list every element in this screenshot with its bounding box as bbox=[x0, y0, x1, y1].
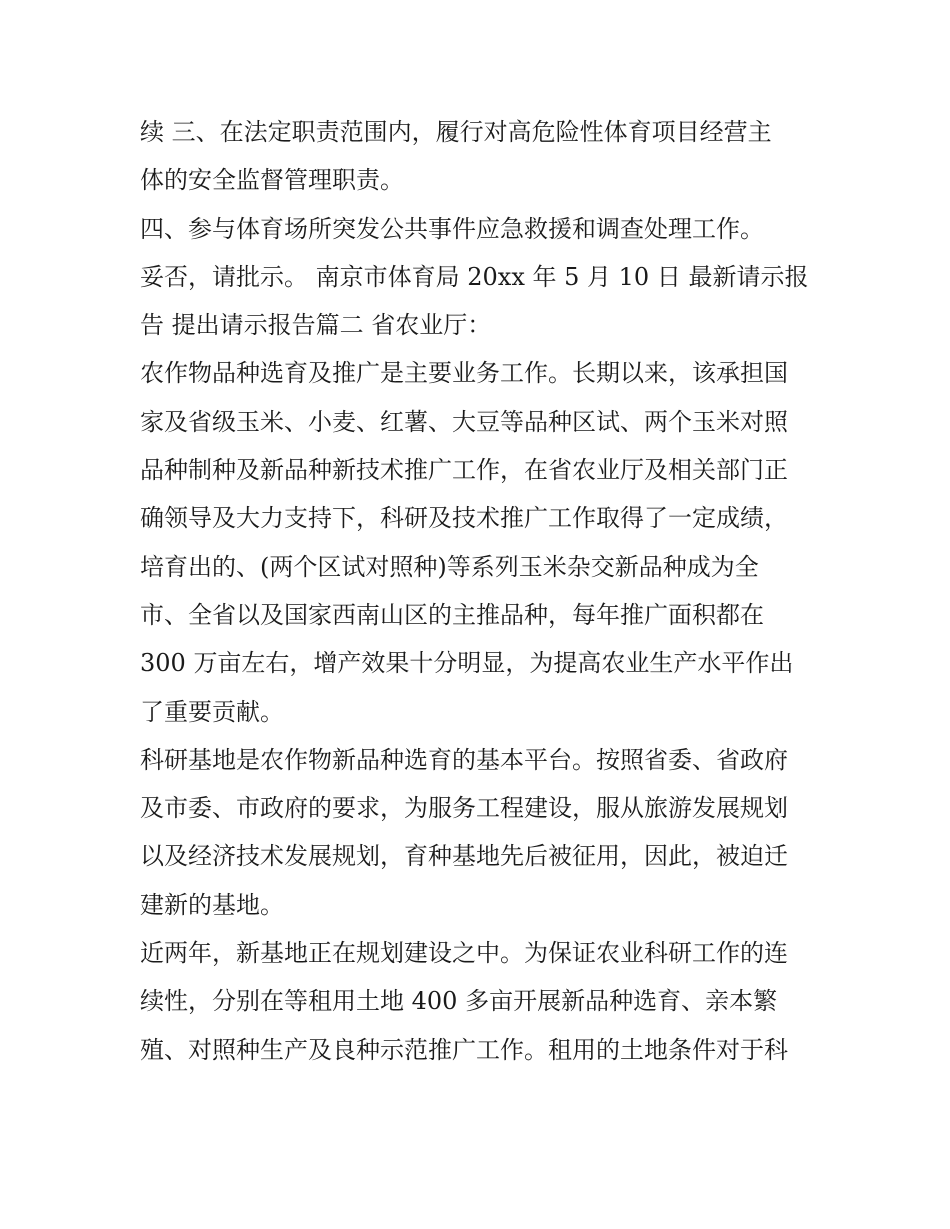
document-body bbox=[140, 108, 820, 1074]
text-line: 续性，分别在等租用土地 400 多亩开展新品种选育、亲本繁 bbox=[140, 987, 778, 1016]
text-line: 家及省级玉米、小麦、红薯、大豆等品种区试、两个玉米对照 bbox=[140, 407, 788, 436]
text-line: 了重要贡献。 bbox=[140, 697, 284, 726]
text-line: 确领导及大力支持下，科研及技术推广工作取得了一定成绩， bbox=[140, 504, 788, 533]
text-line: 农作物品种选育及推广是主要业务工作。长期以来，该承担国 bbox=[140, 359, 788, 388]
text-line: 体的安全监督管理职责。 bbox=[140, 166, 404, 195]
text-line: 建新的基地。 bbox=[140, 890, 284, 919]
text-line: 续 三、在法定职责范围内，履行对高危险性体育项目经营主 bbox=[140, 118, 772, 146]
text-line: 品种制种及新品种新技术推广工作，在省农业厅及相关部门正 bbox=[140, 456, 788, 485]
text-line: 四、参与体育场所突发公共事件应急救援和调查处理工作。 bbox=[140, 214, 764, 243]
text-line: 以及经济技术发展规划，育种基地先后被征用，因此，被迫迁 bbox=[140, 842, 788, 871]
text-line: 培育出的、(两个区试对照种)等系列玉米杂交新品种成为全 bbox=[140, 552, 759, 581]
text-line: 科研基地是农作物新品种选育的基本平台。按照省委、省政府 bbox=[140, 745, 788, 774]
text-line: 及市委、市政府的要求，为服务工程建设，服从旅游发展规划 bbox=[140, 794, 788, 823]
text-line: 300 万亩左右，增产效果十分明显，为提高农业生产水平作出 bbox=[140, 649, 794, 678]
text-line: 告 提出请示报告篇二 省农业厅： bbox=[140, 311, 492, 340]
text-line: 近两年，新基地正在规划建设之中。为保证农业科研工作的连 bbox=[140, 939, 788, 968]
text-line: 妥否，请批示。 南京市体育局 20xx 年 5 月 10 日 最新请示报 bbox=[140, 262, 809, 291]
text-line: 殖、对照种生产及良种示范推广工作。租用的土地条件对于科 bbox=[140, 1035, 788, 1064]
text-line: 市、全省以及国家西南山区的主推品种，每年推广面积都在 bbox=[140, 600, 764, 629]
